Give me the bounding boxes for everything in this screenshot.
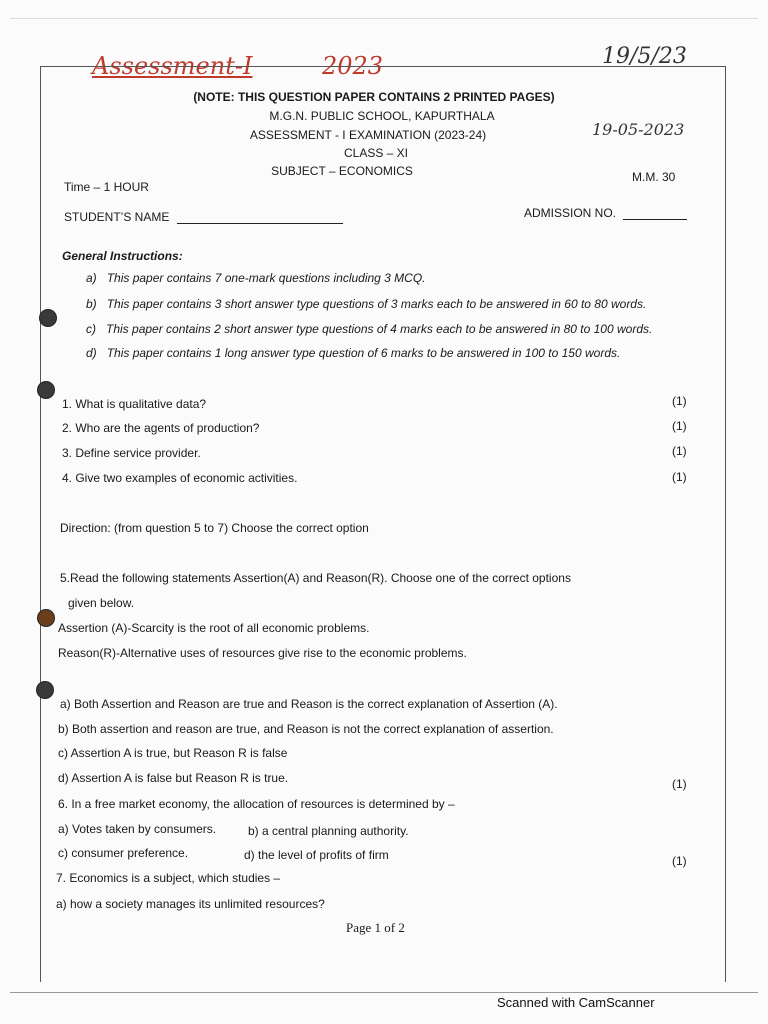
q5-option-a: a) Both Assertion and Reason are true and Reason is the correct explanation of Assertion (A). [60,697,558,711]
school-name: M.G.N. PUBLIC SCHOOL, KAPURTHALA [269,109,495,123]
admission-blank [623,219,687,220]
instructions-heading: General Instructions: [62,249,183,263]
reason-text: Reason(R)-Alternative uses of resources give rise to the economic problems. [58,646,467,660]
punch-hole [37,682,53,698]
q5-option-d: d) Assertion A is false but Reason R is true. [58,771,289,785]
handwritten-side-date: 19-05-2023 [592,120,685,139]
handwritten-year: 2023 [322,52,384,80]
q6-option-d: d) the level of profits of firm [244,848,389,862]
question-4: 4. Give two examples of economic activities. [62,471,298,485]
handwritten-date: 19/5/23 [602,44,687,69]
instruction-text: This paper contains 1 long answer type question of 6 marks to be answered in 100 to 150 words. [106,346,621,360]
instruction-text: This paper contains 3 short answer type questions of 3 marks each to be answered in 60 to 80 words. [106,297,647,311]
admission-label: ADMISSION NO. [524,206,617,220]
top-scan-line [10,18,758,19]
page-number: Page 1 of 2 [346,920,405,935]
q6-option-a: a) Votes taken by consumers. [58,822,217,836]
student-name-blank [177,223,343,224]
instruction-label: b) [86,297,97,311]
marks-q6: (1) [672,854,687,868]
admission-field [524,206,687,220]
handwritten-title: Assessment-I [92,52,253,80]
subject-label: SUBJECT – ECONOMICS [271,164,413,178]
punch-hole [38,610,54,626]
q5-option-c: c) Assertion A is true, but Reason R is false [58,746,288,760]
instruction-item [86,297,646,311]
instruction-label: c) [86,322,96,336]
paper-note: (NOTE: THIS QUESTION PAPER CONTAINS 2 PRINTED PAGES) [193,90,555,104]
question-5-line-2: given below. [68,596,135,610]
camscanner-watermark: Scanned with CamScanner [497,995,655,1010]
question-5-line-1: 5.Read the following statements Assertion(A) and Reason(R). Choose one of the correct options [60,571,571,585]
marks-q2: (1) [672,419,687,433]
max-marks: M.M. 30 [632,170,676,184]
question-7: 7. Economics is a subject, which studies – [56,871,281,885]
question-2: 2. Who are the agents of production? [62,421,260,435]
exam-title: ASSESSMENT - I EXAMINATION (2023-24) [249,128,487,142]
marks-q1: (1) [672,394,687,408]
marks-q5: (1) [672,777,687,791]
instruction-label: a) [86,271,97,285]
question-1: 1. What is qualitative data? [62,397,207,411]
bottom-scan-line [10,992,758,993]
q7-option-a: a) how a society manages its unlimited resources? [56,897,325,911]
direction-text: Direction: (from question 5 to 7) Choose the correct option [60,521,369,535]
q6-option-c: c) consumer preference. [58,846,189,860]
marks-q3: (1) [672,444,687,458]
instruction-item [86,271,426,285]
time-label: Time – 1 HOUR [64,180,149,194]
assertion-text: Assertion (A)-Scarcity is the root of all economic problems. [58,621,370,635]
punch-hole [40,310,56,326]
question-6: 6. In a free market economy, the allocation of resources is determined by – [58,797,455,811]
punch-hole [38,382,54,398]
q6-option-b: b) a central planning authority. [248,824,409,838]
instruction-item [86,346,620,360]
student-name-field [64,210,343,224]
instruction-item [86,322,652,336]
student-name-label: STUDENT’S NAME [64,210,170,224]
class-label: CLASS – XI [343,146,409,160]
instruction-text: This paper contains 7 one-mark questions including 3 MCQ. [106,271,426,285]
instruction-label: d) [86,346,97,360]
instruction-text: This paper contains 2 short answer type questions of 4 marks each to be answered in 80 to 100 words. [106,322,653,336]
q5-option-b: b) Both assertion and reason are true, and Reason is not the correct explanation of assertion. [58,722,554,736]
question-3: 3. Define service provider. [62,446,201,460]
marks-q4: (1) [672,470,687,484]
